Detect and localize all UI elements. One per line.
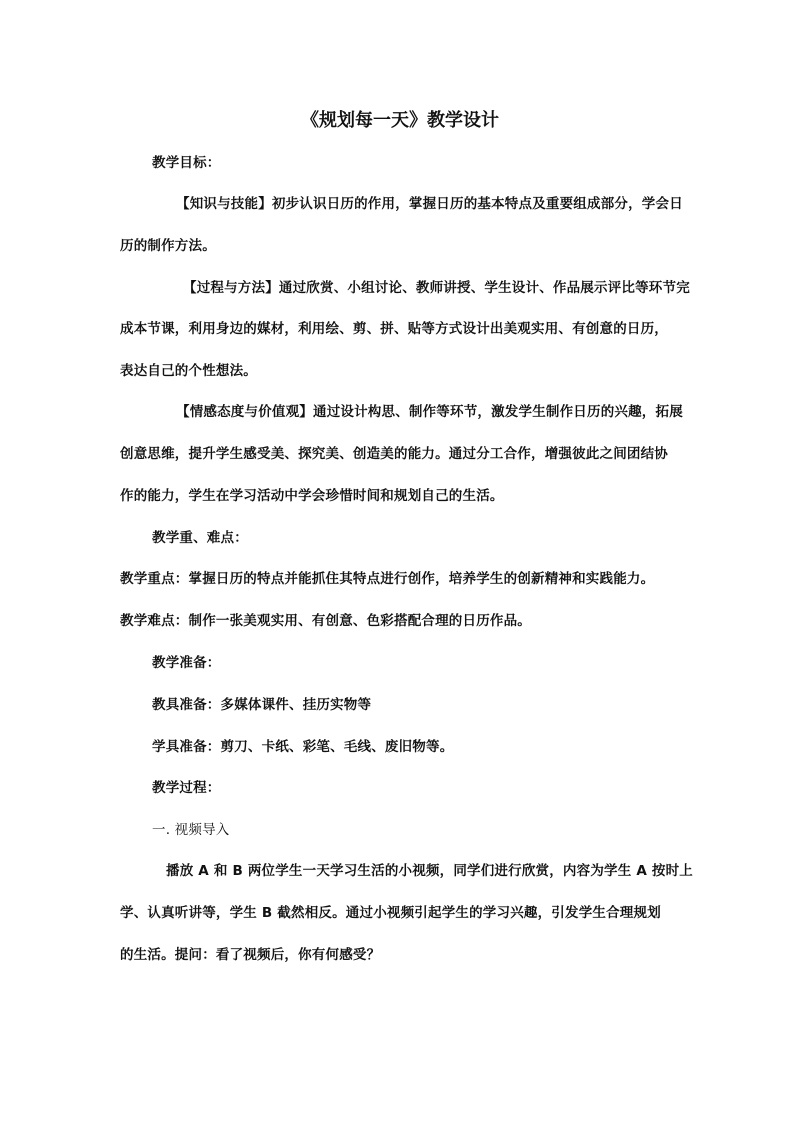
emotion-line-1: 【情感态度与价值观】通过设计构思、制作等环节，激发学生制作日历的兴趣，拓展	[176, 404, 683, 420]
knowledge-line-2: 历的制作方法。	[120, 238, 216, 254]
document-title: 《规划每一天》教学设计	[301, 110, 499, 131]
key-point: 教学重点：掌握日历的特点并能抓住其特点进行创作，培养学生的创新精神和实践能力。	[120, 571, 655, 587]
process-heading: 教学过程：	[152, 780, 221, 796]
key-points-heading: 教学重、难点：	[152, 530, 248, 546]
step1-line-3: 的生活。提问：看了视频后，你有何感受？	[120, 947, 381, 963]
step1-heading: 一. 视频导入	[152, 822, 230, 838]
process-method-line-3: 表达自己的个性想法。	[120, 363, 257, 379]
emotion-line-2: 创意思维，提升学生感受美、探究美、创造美的能力。通过分工合作，增强彼此之间团结协	[120, 446, 668, 462]
step1-line-1: 播放 A 和 B 两位学生一天学习生活的小视频，同学们进行欣赏，内容为学生 A 按时上	[166, 863, 693, 879]
knowledge-line-1: 【知识与技能】初步认识日历的作用，掌握日历的基本特点及重要组成部分，学会日	[176, 196, 683, 212]
difficult-point: 教学难点：制作一张美观实用、有创意、色彩搭配合理的日历作品。	[120, 613, 531, 629]
process-method-line-1: 【过程与方法】通过欣赏、小组讨论、教师讲授、学生设计、作品展示评比等环节完	[183, 280, 690, 296]
student-tools: 学具准备：剪刀、卡纸、彩笔、毛线、废旧物等。	[152, 739, 454, 755]
step1-line-2: 学、认真听讲等，学生 B 截然相反。通过小视频引起学生的学习兴趣，引发学生合理规划	[120, 905, 661, 921]
emotion-line-3: 作的能力，学生在学习活动中学会珍惜时间和规划自己的生活。	[120, 488, 504, 504]
objectives-heading: 教学目标：	[152, 155, 221, 171]
process-method-line-2: 成本节课，利用身边的媒材，利用绘、剪、拼、贴等方式设计出美观实用、有创意的日历，	[120, 321, 668, 337]
teacher-tools: 教具准备：多媒体课件、挂历实物等	[152, 697, 372, 713]
prep-heading: 教学准备：	[152, 655, 221, 671]
